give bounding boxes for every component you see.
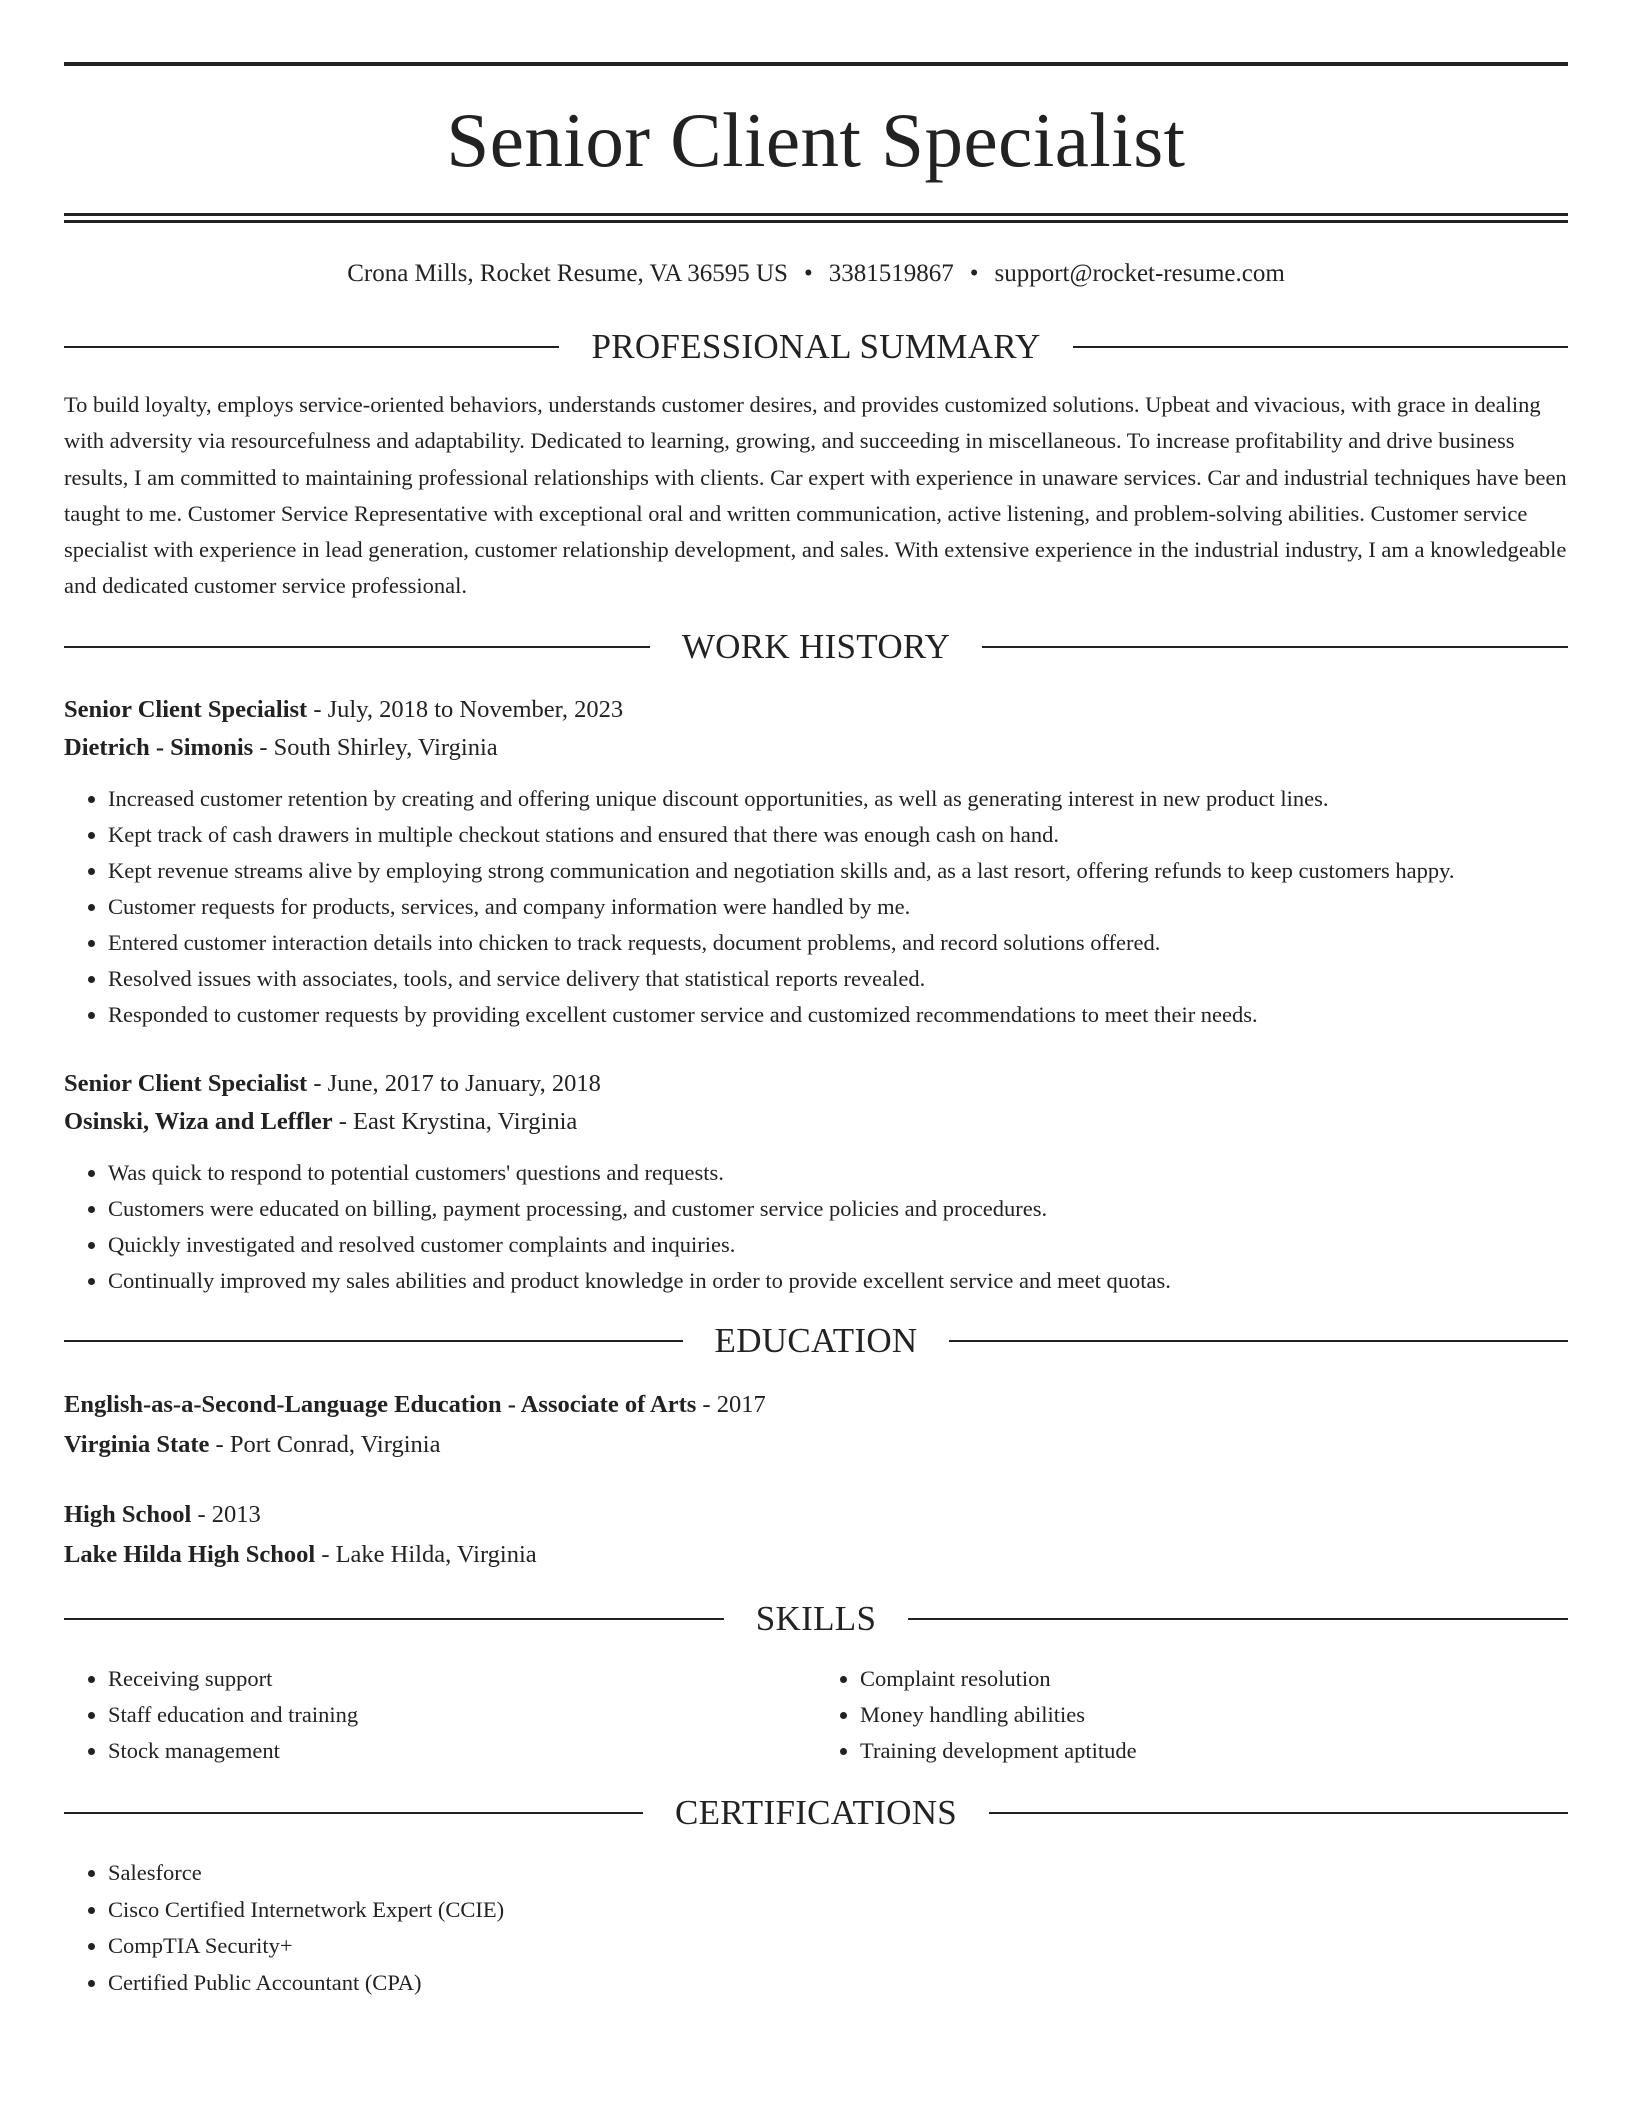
top-rule [64,62,1568,66]
section-rule [949,1340,1568,1342]
education-school-line [64,1535,1568,1575]
education-degree-line [64,1495,1568,1535]
certifications-section-title: CERTIFICATIONS [674,1793,958,1833]
section-rule [908,1618,1568,1620]
job-bullet: • Quickly investigated and resolved customer complaints and inquiries. [108,1227,1568,1263]
job-bullet: • Resolved issues with associates, tools, and service delivery that statistical reports revealed. [108,961,1568,997]
job-title-line [64,691,1568,729]
education-school-line [64,1425,1568,1465]
education-location: - Lake Hilda, Virginia [315,1541,537,1569]
work-history-list [64,691,1568,1299]
skill-item: • Money handling abilities [860,1697,1568,1733]
section-rule [64,1618,724,1620]
job-role: Senior Client Specialist [64,1070,308,1098]
certification-item: • CompTIA Security+ [108,1928,1568,1965]
job-entry [64,1065,1568,1299]
job-entry [64,691,1568,1033]
education-entry [64,1385,1568,1465]
resume-page [64,0,1568,2001]
job-bullet: • Customer requests for products, services, and company information were handled by me. [108,889,1568,925]
summary-text: To build loyalty, employs service-oriented behaviors, understands customer desires, and provides customized solutions. Upbeat and vivacious, with grace in dealing with adversity via resourcefulness and adaptability. Dedicated to learning, growing, and succeeding in miscellaneous. To increase profitability and drive business results, I am committed to maintaining professional relationships with clients. Car expert with experience in unaware services. Car and industrial techniques have been taught to me. Customer Service Representative with exceptional oral and written communication, active listening, and problem-solving abilities. Customer service specialist with experience in lead generation, customer relationship development, and sales. With extensive experience in the industrial industry, I am a knowledgeable and dedicated customer service professional. [64,392,1567,599]
education-school: Lake Hilda High School [64,1541,316,1569]
skills-section-header [64,1599,1568,1639]
contact-separator: • [803,260,813,287]
skills-list-left [64,1661,816,1769]
job-dates: - July, 2018 to November, 2023 [307,696,624,724]
contact-email: support@rocket-resume.com [994,260,1285,287]
job-company: Osinski, Wiza and Leffler [64,1108,333,1136]
job-location: - East Krystina, Virginia [332,1108,578,1136]
education-location: - Port Conrad, Virginia [209,1431,441,1459]
job-company: Dietrich - Simonis [64,734,254,762]
section-rule [989,1812,1568,1814]
section-rule [1073,346,1568,348]
skills-columns [64,1661,1568,1769]
contact-address: Crona Mills, Rocket Resume, VA 36595 US [347,260,788,287]
job-bullets [64,1155,1568,1299]
education-list [64,1385,1568,1575]
job-bullet: • Entered customer interaction details into chicken to track requests, document problems, and record solutions offered. [108,925,1568,961]
job-bullet: • Kept track of cash drawers in multiple checkout stations and ensured that there was enough cash on hand. [108,817,1568,853]
title-double-rule [64,213,1568,223]
summary-section-title: PROFESSIONAL SUMMARY [591,327,1041,366]
job-title-line [64,1065,1568,1103]
section-rule [64,1812,643,1814]
resume-title: Senior Client Specialist [446,97,1186,183]
section-rule [64,1340,683,1342]
job-bullets [64,781,1568,1033]
section-rule [64,646,650,648]
certifications-list [64,1855,1568,2001]
contact-line [64,259,1568,289]
job-dates: - June, 2017 to January, 2018 [307,1070,601,1098]
job-company-line [64,729,1568,767]
certification-item: • Cisco Certified Internetwork Expert (CCIE) [108,1892,1568,1929]
skills-section-title: SKILLS [755,1599,877,1639]
job-bullet: • Increased customer retention by creating and offering unique discount opportunities, as well as generating interest in new product lines. [108,781,1568,817]
skill-item: • Training development aptitude [860,1733,1568,1769]
contact-phone: 3381519867 [828,260,954,287]
education-degree-line [64,1385,1568,1425]
job-role: Senior Client Specialist [64,696,308,724]
certification-item: • Certified Public Accountant (CPA) [108,1965,1568,2002]
education-section-header [64,1321,1568,1361]
section-rule [64,346,559,348]
education-year: - 2013 [191,1501,261,1529]
certification-item: • Salesforce [108,1855,1568,1892]
education-entry [64,1495,1568,1575]
education-school: Virginia State [64,1431,210,1459]
skill-item: • Receiving support [108,1661,816,1697]
job-bullet: • Continually improved my sales abilities and product knowledge in order to provide excellent service and meet quotas. [108,1263,1568,1299]
certifications-block [64,1855,1568,2001]
education-degree: High School [64,1501,192,1529]
job-bullet: • Responded to customer requests by providing excellent customer service and customized recommendations to meet their needs. [108,997,1568,1033]
job-bullet: • Customers were educated on billing, payment processing, and customer service policies and procedures. [108,1191,1568,1227]
work-section-title: WORK HISTORY [681,627,951,667]
job-company-line [64,1103,1568,1141]
section-rule [982,646,1568,648]
summary-section-header [64,327,1568,367]
certifications-section-header [64,1793,1568,1833]
contact-separator: • [969,260,979,287]
skills-list-right [816,1661,1568,1769]
skill-item: • Staff education and training [108,1697,816,1733]
education-section-title: EDUCATION [714,1321,918,1361]
education-degree: English-as-a-Second-Language Education - Associate of Arts [64,1391,697,1419]
job-location: - South Shirley, Virginia [253,734,498,762]
skill-item: • Complaint resolution [860,1661,1568,1697]
work-section-header [64,627,1568,667]
job-bullet: • Was quick to respond to potential customers' questions and requests. [108,1155,1568,1191]
education-year: - 2017 [696,1391,766,1419]
skill-item: • Stock management [108,1733,816,1769]
job-bullet: • Kept revenue streams alive by employing strong communication and negotiation skills and, as a last resort, offering refunds to keep customers happy. [108,853,1568,889]
